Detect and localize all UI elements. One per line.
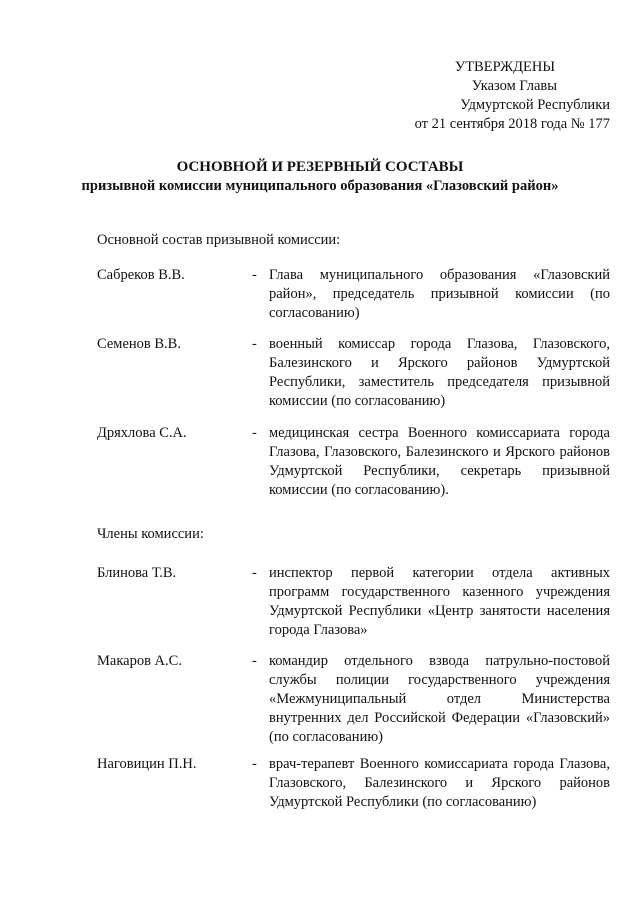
member-description: медицинская сестра Военного комиссариата города Глазова, Глазовского, Балезинского и Ярского районов Удмуртской Республики, секретарь призывной комиссии (по согласованию). bbox=[269, 425, 610, 498]
approval-stamp bbox=[350, 58, 610, 134]
member-name: Семенов В.В. bbox=[97, 336, 181, 352]
member-dash: - bbox=[252, 336, 257, 352]
member-name: Дряхлова С.А. bbox=[97, 425, 187, 441]
member-description: инспектор первой категории отдела активных программ государственного казенного учреждения Удмуртской Республики «Центр занятости населения города Глазова» bbox=[269, 565, 610, 638]
commission-members-heading: Члены комиссии: bbox=[97, 526, 204, 542]
member-dash: - bbox=[252, 756, 257, 772]
member-dash: - bbox=[252, 267, 257, 283]
title-subtitle: призывной комиссии муниципального образования «Глазовский район» bbox=[81, 178, 559, 194]
member-dash: - bbox=[252, 425, 257, 441]
document-title bbox=[0, 158, 640, 196]
member-description: врач-терапевт Военного комиссариата города Глазова, Глазовского, Балезинского и Ярского районов Удмуртской Республики (по согласованию) bbox=[269, 756, 610, 810]
approval-line-date: от 21 сентября 2018 года № 177 bbox=[414, 116, 610, 132]
member-name: Блинова Т.В. bbox=[97, 565, 177, 581]
approval-line-republic: Удмуртской Республики bbox=[460, 97, 610, 113]
approval-line-approved: УТВЕРЖДЕНЫ bbox=[454, 59, 555, 75]
member-name: Макаров А.С. bbox=[97, 653, 182, 669]
member-description: военный комиссар города Глазова, Глазовского, Балезинского и Ярского районов Удмуртской Республики, заместитель председателя призывной комиссии (по согласованию) bbox=[269, 336, 610, 409]
main-composition-heading: Основной состав призывной комиссии: bbox=[97, 232, 341, 248]
member-description: Глава муниципального образования «Глазовский район», председатель призывной комиссии (по согласованию) bbox=[269, 267, 610, 321]
approval-line-decree: Указом Главы bbox=[471, 78, 557, 94]
member-name: Наговицин П.Н. bbox=[97, 756, 197, 772]
title-main: ОСНОВНОЙ И РЕЗЕРВНЫЙ СОСТАВЫ bbox=[176, 159, 464, 175]
member-description: командир отдельного взвода патрульно-постовой службы полиции государственного учреждения «Межмуниципальный отдел Министерства внутренних дел Российской Федерации «Глазовский» (по согласованию) bbox=[269, 653, 610, 745]
member-dash: - bbox=[252, 653, 257, 669]
member-dash: - bbox=[252, 565, 257, 581]
member-name: Сабреков В.В. bbox=[97, 267, 185, 283]
